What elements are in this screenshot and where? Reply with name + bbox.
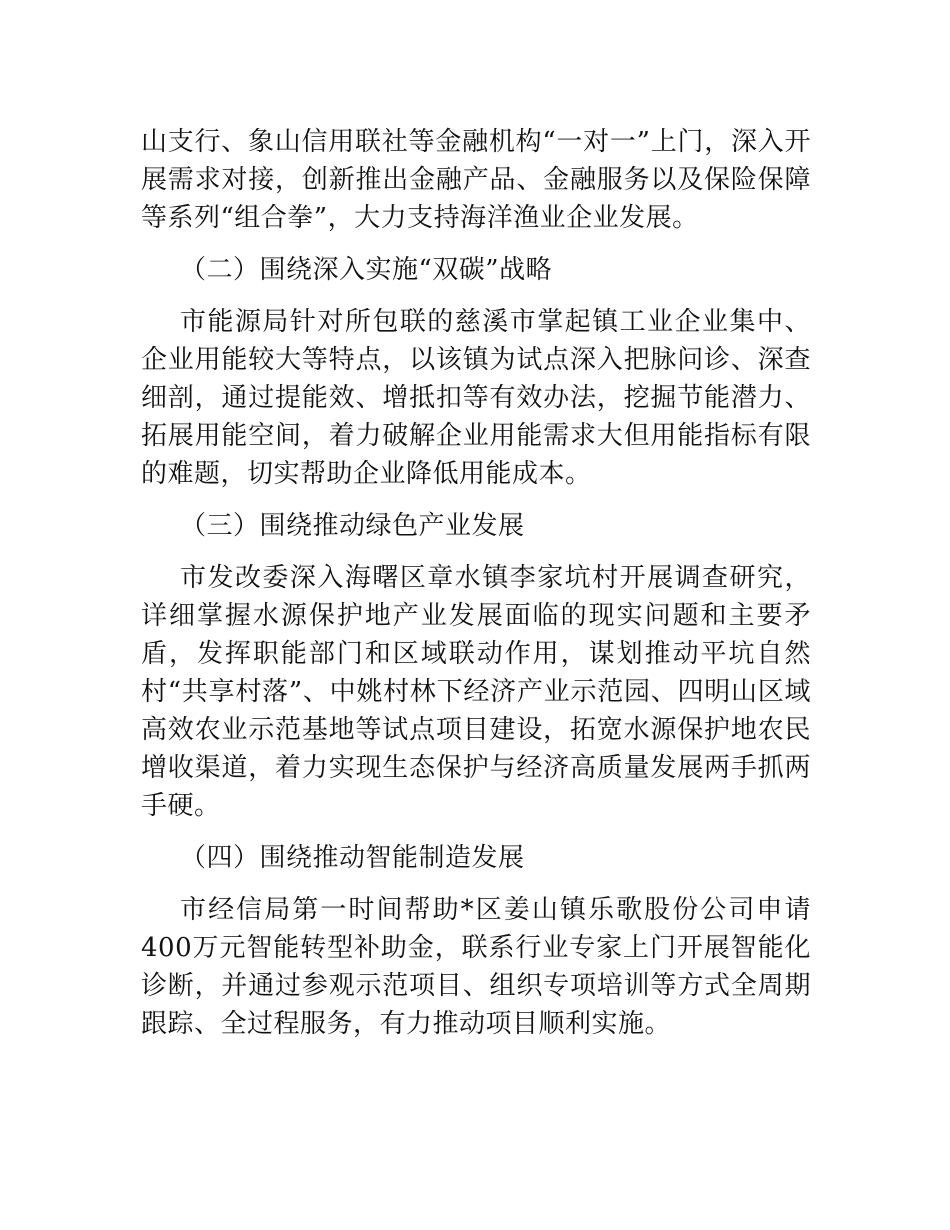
paragraph-energy-bureau: 市能源局针对所包联的慈溪市掌起镇工业企业集中、企业用能较大等特点，以该镇为试点深入把脉问诊、深查细剖，通过提能效、增抵扣等有效办法，挖掘节能潜力、拓展用能空间，着力破解企业用能需求大但用能指标有限的难题，切实帮助企业降低用能成本。 (141, 307, 811, 489)
paragraph-development-reform: 市发改委深入海曙区章水镇李家坑村开展调查研究，详细掌握水源保护地产业发展面临的现实问题和主要矛盾，发挥职能部门和区域联动作用，谋划推动平坑自然村“共享村落”、中姚村林下经济产业示范园、四明山区域高效农业示范基地等试点项目建设，拓宽水源保护地农民增收渠道，着力实现生态保护与经济高质量发展两手抓两手硬。 (141, 563, 811, 821)
section-heading-dual-carbon: （二）围绕深入实施“双碳”战略 (180, 255, 553, 285)
paragraph-finance-support: 山支行、象山信用联社等金融机构“一对一”上门，深入开展需求对接，创新推出金融产品、金融服务以及保险保障等系列“组合拳”，大力支持海洋渔业企业发展。 (141, 127, 811, 233)
section-heading-green-industry: （三）围绕推动绿色产业发展 (180, 511, 525, 541)
section-heading-smart-manufacturing: （四）围绕推动智能制造发展 (180, 843, 525, 873)
document-body (141, 123, 811, 1057)
paragraph-economy-info-bureau: 市经信局第一时间帮助*区姜山镇乐歌股份公司申请400万元智能转型补助金，联系行业专家上门开展智能化诊断，并通过参观示范项目、组织专项培训等方式全周期跟踪、全过程服务，有力推动项目顺利实施。 (141, 895, 811, 1039)
